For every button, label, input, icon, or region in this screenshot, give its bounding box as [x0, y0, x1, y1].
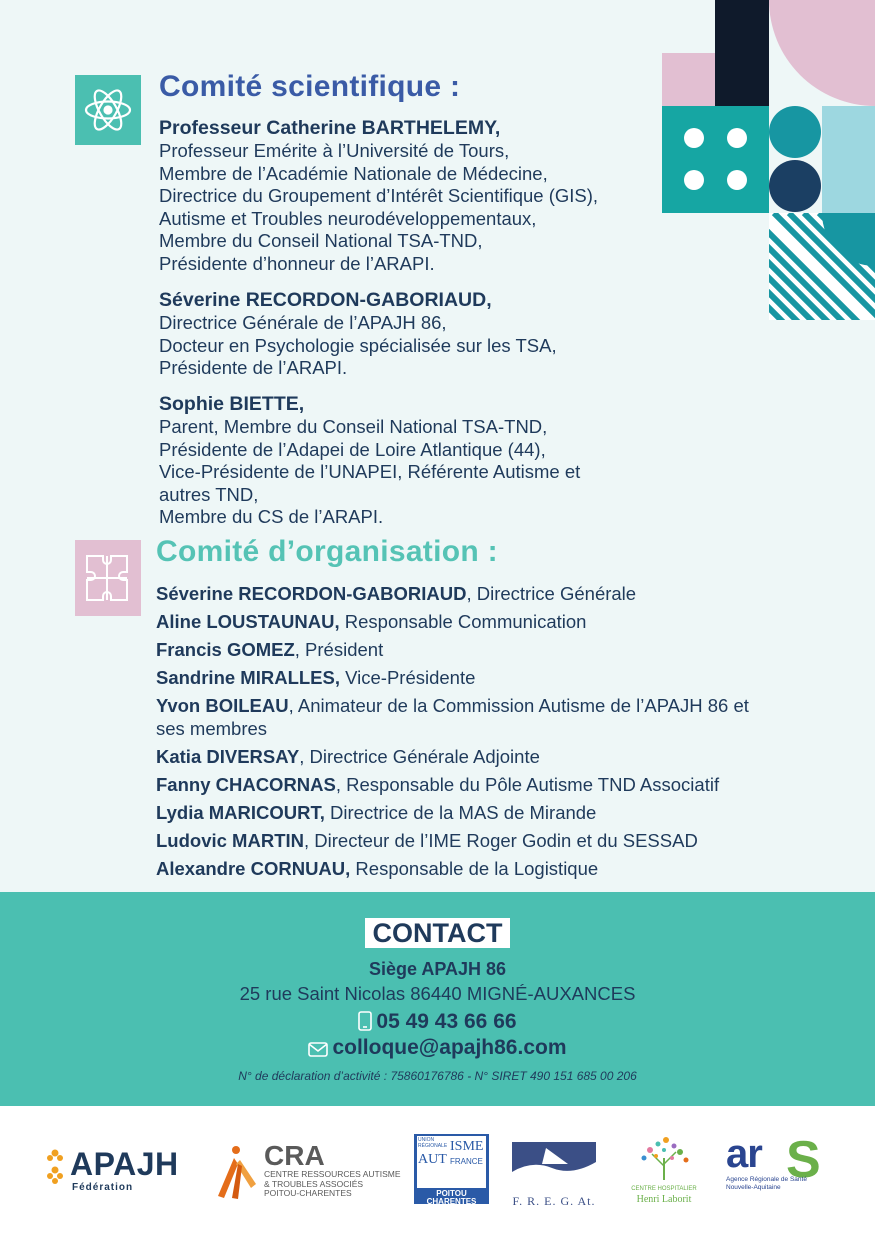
puzzle-icon — [75, 540, 141, 616]
scientific-member — [159, 116, 619, 276]
list-item — [156, 746, 756, 769]
scientific-member — [159, 392, 619, 529]
member-name: Séverine RECORDON-GABORIAUD — [156, 583, 467, 604]
member-line: Directrice Générale de l’APAJH 86, — [159, 312, 447, 333]
ars-line2: Nouvelle-Aquitaine — [726, 1184, 781, 1191]
cra-line: POITOU-CHARENTES — [264, 1188, 352, 1198]
member-line: Autisme et Troubles neurodéveloppementaux, — [159, 207, 537, 229]
list-item — [156, 611, 756, 634]
cra-line: CENTRE RESSOURCES AUTISME — [264, 1169, 401, 1179]
member-name: Alexandre CORNUAU, — [156, 858, 351, 880]
member-role: , Responsable du Pôle Autisme TND Associatif — [335, 774, 720, 796]
ars-logo — [726, 1131, 830, 1204]
af-word2: ISME — [450, 1139, 484, 1154]
member-name: Katia DIVERSAY — [156, 745, 300, 767]
apajh-logo — [46, 1144, 186, 1194]
phone-icon — [358, 1011, 372, 1037]
member-line: Présidente d’honneur de l’ARAPI. — [159, 252, 435, 274]
list-item — [156, 858, 756, 881]
member-role: Responsable Communication — [339, 611, 587, 633]
member-name: Fanny CHACORNAS — [156, 774, 336, 796]
organisation-committee-heading: Comité d’organisation : — [156, 535, 498, 568]
member-role: Directrice de la MAS de Mirande — [324, 802, 597, 824]
cra-line: & TROUBLES ASSOCIÉS — [264, 1178, 364, 1189]
member-name: Sophie BIETTE, — [159, 393, 305, 415]
member-line: Membre du Conseil National TSA-TND, — [159, 230, 483, 252]
ars-logo-text: ar — [726, 1132, 762, 1176]
list-item — [156, 802, 756, 825]
atom-icon — [75, 75, 141, 145]
member-role: , Président — [294, 639, 384, 661]
member-line: autres TND, — [159, 483, 259, 505]
fregat-label: F. R. E. G. At. — [512, 1194, 596, 1208]
partner-logos — [0, 1106, 875, 1241]
af-top: UNION RÉGIONALE — [418, 1137, 448, 1149]
member-role: Vice-Présidente — [340, 667, 476, 689]
member-role: , Directrice Générale — [466, 583, 637, 604]
member-name: Yvon BOILEAU — [156, 695, 289, 717]
member-name: Séverine RECORDON-GABORIAUD, — [159, 289, 492, 311]
member-role: , Directrice Générale Adjointe — [299, 745, 540, 767]
contact-phone-row — [0, 1010, 875, 1037]
cra-logo — [214, 1140, 401, 1200]
organisation-list — [156, 583, 756, 886]
member-name: Ludovic MARTIN — [156, 830, 304, 852]
legal-notice: N° de déclaration d’activité : 75860176786 - N° SIRET 490 151 685 00 206 — [238, 1069, 637, 1083]
laborit-line1: CENTRE HOSPITALIER — [631, 1186, 697, 1192]
decorative-pattern — [662, 0, 875, 320]
autisme-france-logo — [414, 1134, 489, 1204]
contact-email-row — [0, 1036, 875, 1063]
scientific-committee-heading: Comité scientifique : — [159, 70, 461, 103]
scientific-member — [159, 288, 619, 380]
member-line: Vice-Présidente de l’UNAPEI, Référente Autisme et — [159, 461, 581, 483]
mail-icon — [308, 1039, 328, 1063]
fregat-logo — [512, 1142, 596, 1208]
tree-icon — [628, 1136, 700, 1182]
member-line: Présidente de l’Adapei de Loire Atlantique (44), — [159, 438, 546, 460]
laborit-line2: Henri Laborit — [636, 1194, 692, 1205]
member-role: , Animateur de la Commission Autisme de l’APAJH 86 et ses membres — [156, 695, 749, 739]
contact-section — [0, 892, 875, 1106]
af-word1: AUT — [418, 1152, 447, 1167]
apajh-logo-sub: Fédération — [72, 1182, 134, 1193]
member-line: Membre de l’Académie Nationale de Médecine, — [159, 162, 548, 184]
contact-title: CONTACT — [365, 918, 510, 948]
cra-logo-sub — [264, 1170, 401, 1199]
fregat-shape-icon — [512, 1142, 596, 1192]
list-item — [156, 774, 756, 797]
list-item — [156, 583, 756, 606]
member-line: Présidente de l’ARAPI. — [159, 357, 348, 379]
list-item — [156, 667, 756, 690]
list-item — [156, 695, 756, 740]
ars-logo-s: S — [786, 1131, 821, 1189]
member-role: Responsable de la Logistique — [350, 858, 599, 880]
member-name: Professeur Catherine BARTHELEMY, — [159, 117, 501, 139]
member-line: Directrice du Groupement d’Intérêt Scientifique (GIS), — [159, 185, 599, 207]
member-name: Sandrine MIRALLES, — [156, 667, 340, 689]
member-name: Aline LOUSTAUNAU, — [156, 611, 340, 633]
member-line: Docteur en Psychologie spécialisée sur les TSA, — [159, 334, 557, 356]
contact-phone[interactable]: 05 49 43 66 66 — [376, 1010, 517, 1033]
apajh-logo-text: APAJH — [70, 1146, 179, 1182]
member-line: Professeur Emérite à l’Université de Tours, — [159, 140, 510, 161]
af-bottom: POITOU CHARENTES — [426, 1189, 477, 1206]
cra-logo-text: CRA — [264, 1140, 325, 1171]
member-line: Parent, Membre du Conseil National TSA-TND, — [159, 416, 548, 437]
contact-organization: Siège APAJH 86 — [368, 959, 507, 979]
contact-email[interactable]: colloque@apajh86.com — [332, 1036, 567, 1059]
member-role: , Directeur de l’IME Roger Godin et du SESSAD — [304, 830, 698, 852]
ars-line1: Agence Régionale de Santé — [726, 1176, 807, 1183]
list-item — [156, 639, 756, 662]
member-name: Francis GOMEZ — [156, 639, 295, 661]
member-line: Membre du CS de l’ARAPI. — [159, 506, 384, 528]
laborit-logo — [628, 1136, 700, 1208]
member-name: Lydia MARICOURT, — [156, 802, 325, 824]
list-item — [156, 830, 756, 853]
contact-address: 25 rue Saint Nicolas 86440 MIGNÉ-AUXANCES — [239, 983, 636, 1004]
cra-figure-icon — [214, 1144, 260, 1200]
af-word3: FRANCE — [450, 1157, 483, 1166]
